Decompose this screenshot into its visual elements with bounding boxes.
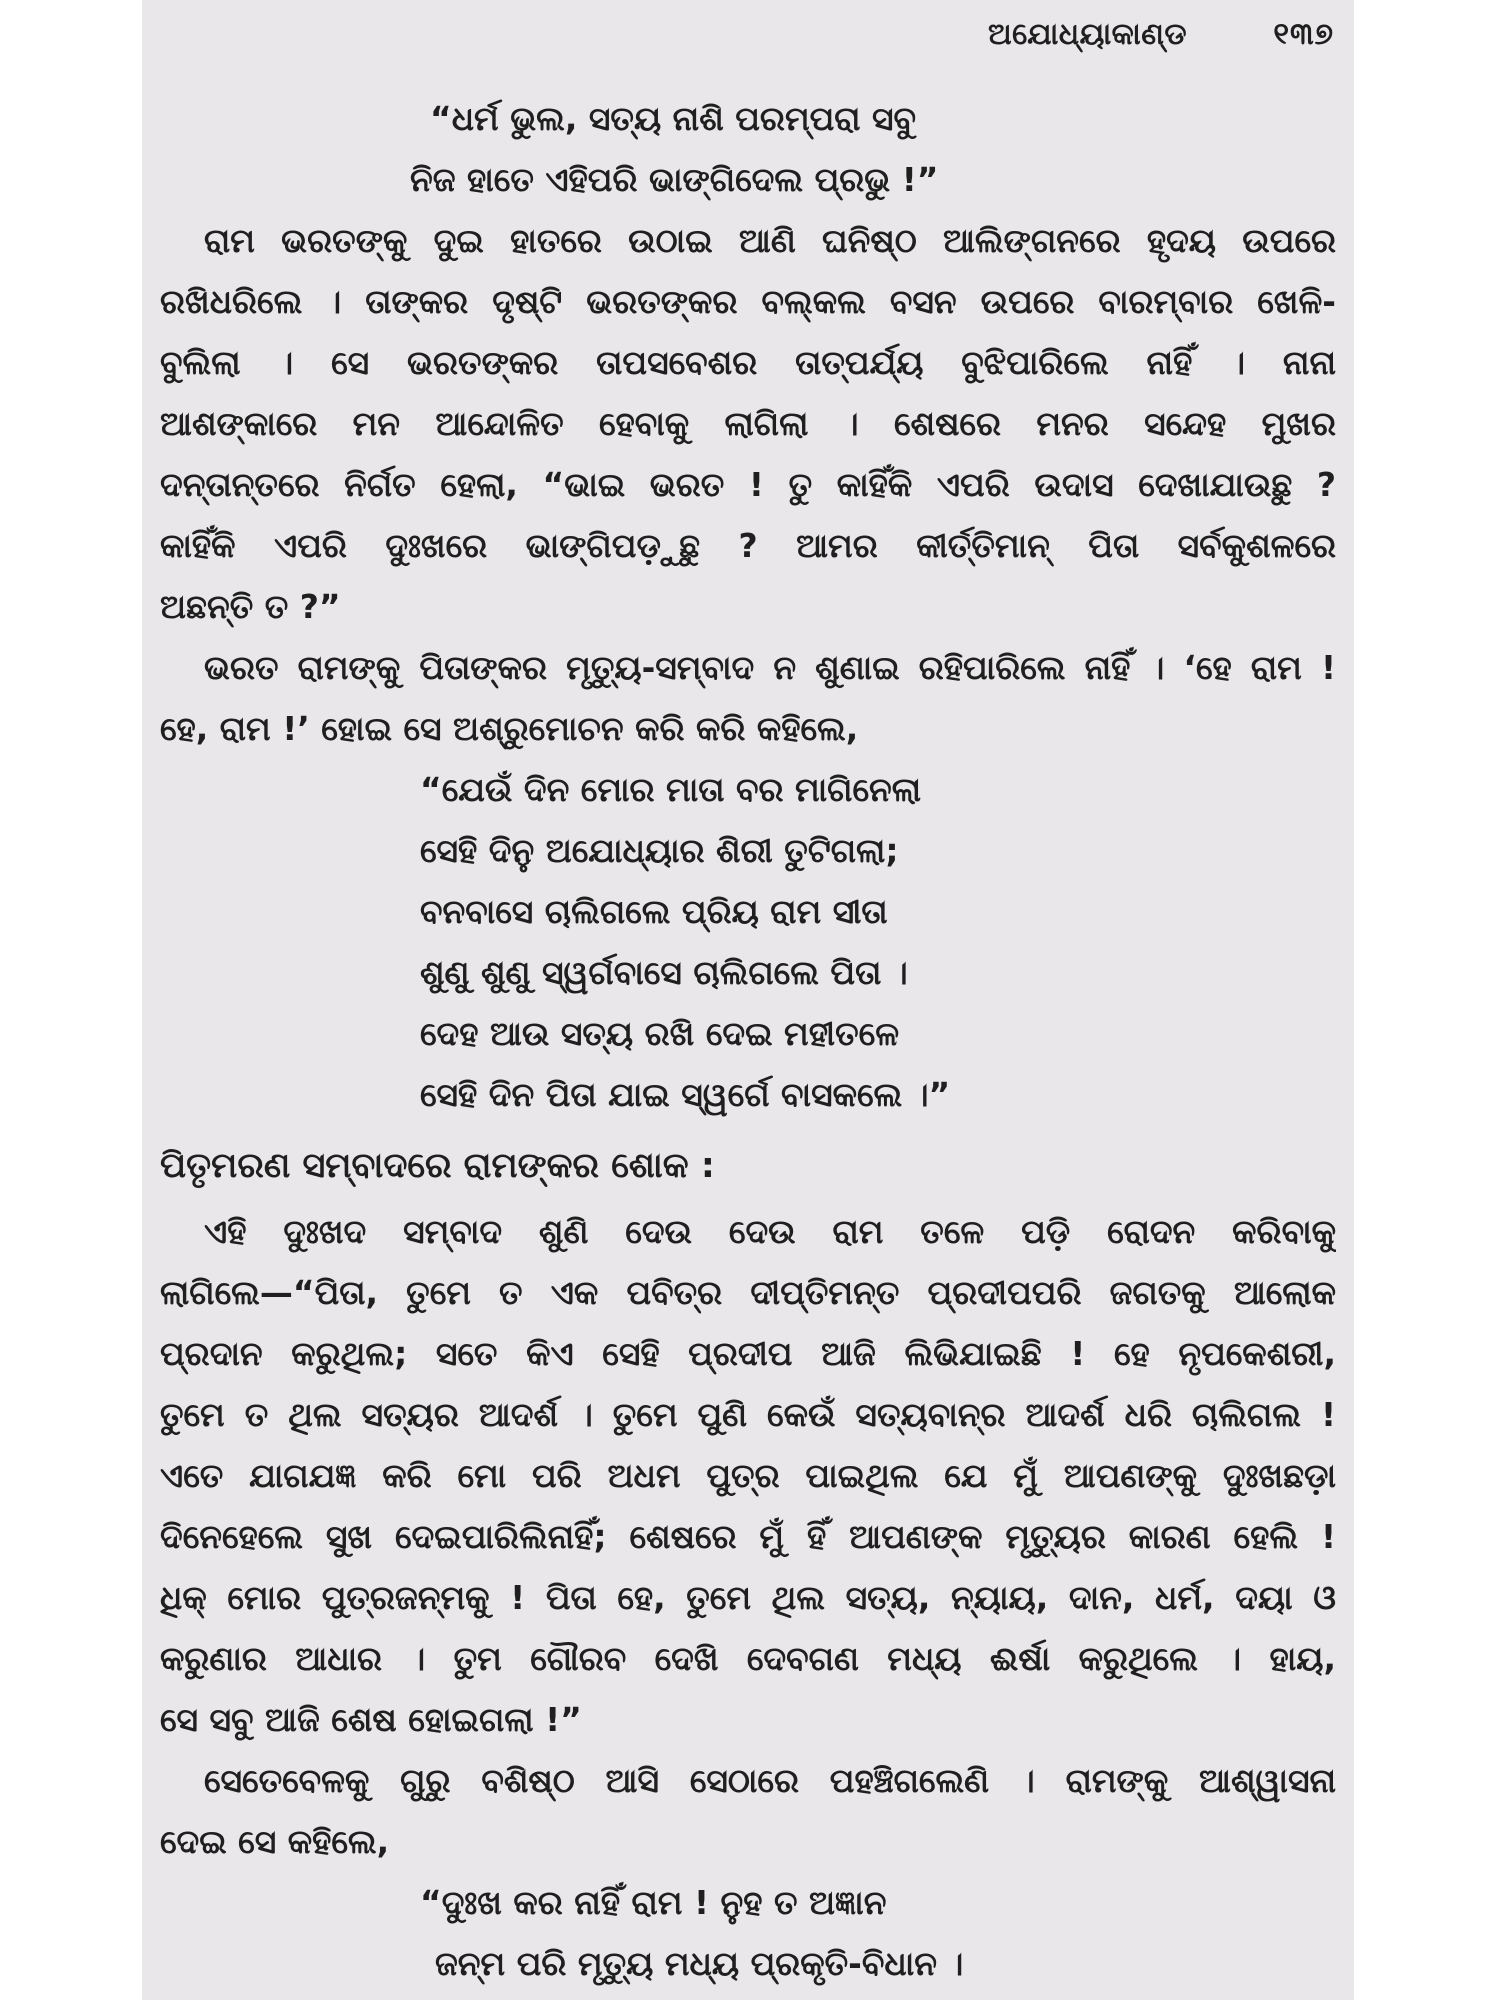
verse-block (160, 88, 1336, 210)
verse-block (160, 759, 1336, 1125)
verse-line: “ଦୁଃଖ କର ନାହିଁ ରାମ ! ନୁହ ତ ଅଜ୍ଞାନ (420, 1883, 887, 1922)
paragraph-line: ଧିକ୍ ମୋର ପୁତ୍ରଜନ୍ମକୁ ! ପିତା ହେ, ତୁମେ ଥିଲ ସତ୍ୟ, ନ୍ୟାୟ, ଦାନ, ଧର୍ମ, ଦୟା ଓ (160, 1578, 1336, 1617)
verse-line: ସେହି ଦିନୁ ଅଯୋଧ୍ୟାର ଶିରୀ ତୁଟିଗଲା; (420, 831, 899, 870)
paragraph-line: ବୁଲିଲା । ସେ ଭରତଙ୍କର ତାପସବେଶର ତାତ୍ପର୍ଯ୍ୟ ବୁଝିପାରିଲେ ନାହିଁ । ନାନା (160, 343, 1336, 382)
page-body (160, 88, 1336, 1994)
verse-line: ଶୁଣୁ ଶୁଣୁ ସ୍ୱର୍ଗବାସେ ଚାଲିଗଲେ ପିତା । (420, 953, 908, 992)
verse-line: “ଧର୍ମ ଭୁଲ, ସତ୍ୟ ନାଶି ପରମ୍ପରା ସବୁ (430, 99, 917, 138)
verse-line: ନିଜ ହାତେ ଏହିପରି ଭାଙ୍ଗିଦେଲ ପ୍ରଭୁ !” (410, 160, 939, 199)
paragraph-line: ଦେଇ ସେ କହିଲେ, (160, 1822, 390, 1861)
paragraph-line: ଲାଗିଲେ—“ପିତା, ତୁମେ ତ ଏକ ପବିତ୍ର ଦୀପ୍ତିମନ୍ତ ପ୍ରଦୀପପରି ଜଗତକୁ ଆଲୋକ (160, 1273, 1336, 1312)
paragraph-line: ଏତେ ଯାଗଯଜ୍ଞ କରି ମୋ ପରି ଅଧମ ପୁତ୍ର ପାଇଥିଲ ଯେ ମୁଁ ଆପଣଙ୍କୁ ଦୁଃଖଛଡ଼ା (160, 1456, 1336, 1495)
page-number: ୧୩୭ (1273, 16, 1334, 52)
paragraph-line: କାହିଁକି ଏପରି ଦୁଃଖରେ ଭାଙ୍ଗିପଡ଼ୁଛୁ ? ଆମର କୀର୍ତ୍ତିମାନ୍ ପିତା ସର୍ବକୁଶଳରେ (160, 526, 1336, 565)
verse-line: “ଯେଉଁ ଦିନ ମୋର ମାତା ବର ମାଗିନେଲା (420, 770, 922, 809)
paragraph-line: ଦନ୍ତାନ୍ତରେ ନିର୍ଗତ ହେଲା, “ଭାଇ ଭରତ ! ତୁ କାହିଁକି ଏପରି ଉଦାସ ଦେଖାଯାଉଛୁ ? (160, 465, 1336, 504)
paragraph-line: ଆଶଙ୍କାରେ ମନ ଆନ୍ଦୋଳିତ ହେବାକୁ ଲାଗିଲା । ଶେଷରେ ମନର ସନ୍ଦେହ ମୁଖର (160, 404, 1336, 443)
paragraph-line: ଦିନେହେଲେ ସୁଖ ଦେଇପାରିଲିନାହିଁ; ଶେଷରେ ମୁଁ ହିଁ ଆପଣଙ୍କ ମୃତ୍ୟୁର କାରଣ ହେଲି ! (160, 1517, 1336, 1556)
verse-line: ବନବାସେ ଚାଲିଗଲେ ପ୍ରିୟ ରାମ ସୀତା (420, 892, 888, 931)
book-title: ଅଯୋଧ୍ୟାକାଣ୍ଡ (988, 16, 1188, 52)
paragraph-line: ଏହି ଦୁଃଖଦ ସମ୍ବାଦ ଶୁଣି ଦେଉ ଦେଉ ରାମ ତଳେ ପଡ଼ି ରୋଦନ କରିବାକୁ (204, 1212, 1336, 1251)
paragraph-line: ରାମ ଭରତଙ୍କୁ ଦୁଇ ହାତରେ ଉଠାଇ ଆଣି ଘନିଷ୍ଠ ଆଲିଙ୍ଗନରେ ହୃଦୟ ଉପରେ (204, 221, 1336, 260)
running-header (988, 12, 1334, 56)
paragraph-line: ସେତେବେଳକୁ ଗୁରୁ ବଶିଷ୍ଠ ଆସି ସେଠାରେ ପହଞ୍ଚିଗଲେଣି । ରାମଙ୍କୁ ଆଶ୍ୱାସନା (204, 1761, 1336, 1800)
paragraph-line: ଅଛନ୍ତି ତ ?” (160, 587, 341, 626)
paragraph-line: କରୁଣାର ଆଧାର । ତୁମ ଗୌରବ ଦେଖି ଦେବଗଣ ମଧ୍ୟ ଈର୍ଷା କରୁଥିଲେ । ହାୟ, (160, 1639, 1336, 1678)
paragraph-line: ରଖିଧରିଲେ । ତାଙ୍କର ଦୃଷ୍ଟି ଭରତଙ୍କର ବଲ୍‌କଲ ବସନ ଉପରେ ବାରମ୍ବାର ଖେଳି- (160, 282, 1336, 321)
paragraph-line: ହେ, ରାମ !’ ହୋଇ ସେ ଅଶ୍ରୁମୋଚନ କରି କରି କହିଲେ, (160, 709, 859, 748)
paragraph (160, 210, 1336, 637)
paragraph-line: ଭରତ ରାମଙ୍କୁ ପିତାଙ୍କର ମୃତ୍ୟୁ-ସମ୍ବାଦ ନ ଶୁଣାଇ ରହିପାରିଲେ ନାହିଁ । ‘ହେ ରାମ ! (204, 648, 1336, 687)
paragraph-line: ତୁମେ ତ ଥିଲ ସତ୍ୟର ଆଦର୍ଶ । ତୁମେ ପୁଣି କେଉଁ ସତ୍ୟବାନ୍‌ର ଆଦର୍ଶ ଧରି ଚାଲିଗଲ ! (160, 1395, 1336, 1434)
verse-line: ଜନ୍ମ ପରି ମୃତ୍ୟୁ ମଧ୍ୟ ପ୍ରକୃତି-ବିଧାନ । (435, 1944, 964, 1983)
paragraph-line: ପ୍ରଦାନ କରୁଥିଲ; ସତେ କିଏ ସେହି ପ୍ରଦୀପ ଆଜି ଲିଭିଯାଇଛି ! ହେ ନୃପକେଶରୀ, (160, 1334, 1336, 1373)
book-page (142, 0, 1354, 2000)
paragraph (160, 637, 1336, 759)
verse-line: ଦେହ ଆଉ ସତ୍ୟ ରଖି ଦେଇ ମହୀତଳେ (420, 1014, 900, 1053)
paragraph (160, 1750, 1336, 1872)
paragraph-line: ସେ ସବୁ ଆଜି ଶେଷ ହୋଇଗଲା !” (160, 1700, 582, 1739)
verse-block (160, 1872, 1336, 1994)
verse-line: ସେହି ଦିନ ପିତା ଯାଇ ସ୍ୱର୍ଗେ ବାସକଲେ ।” (420, 1075, 951, 1114)
section-heading: ପିତୃମରଣ ସମ୍ବାଦରେ ରାମଙ୍କର ଶୋକ : (160, 1146, 715, 1186)
paragraph (160, 1201, 1336, 1750)
